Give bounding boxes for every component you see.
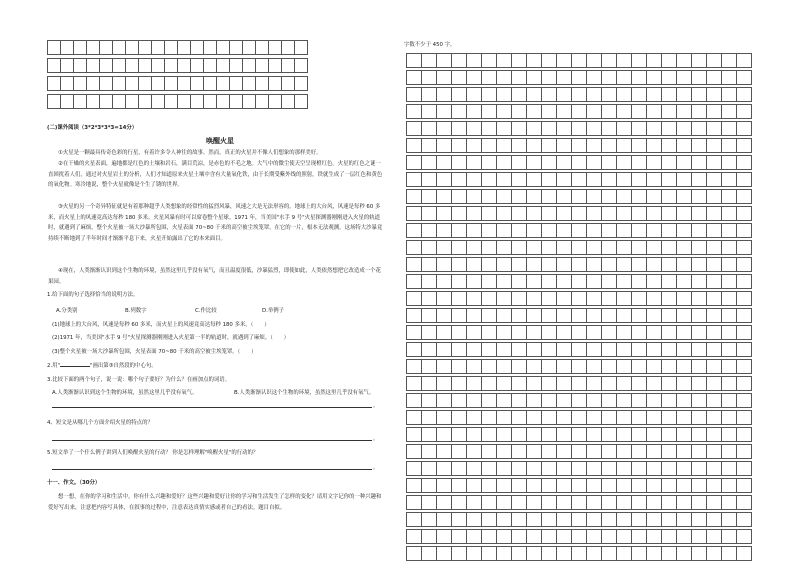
answer-line-5[interactable] bbox=[52, 469, 372, 470]
answer-line-3[interactable] bbox=[52, 407, 372, 408]
question-1-item-2: (2)1971 年，当美国"水手 9 号"火星探测器刚刚进入火星第一半的轨道时，就遇到了麻烦。（ ） bbox=[52, 335, 290, 341]
question-1-item-1: (1)地球上的大台风，风速是每秒 60 多米，而火星上的风速竟高达每秒 180 多米。（ ） bbox=[52, 322, 270, 328]
passage-title: 唤醒火星 bbox=[206, 137, 234, 145]
passage-paragraph-1: ①火星是一颗最具传奇色彩的行星，有着许多令人神往的故事。然而，真正的火星并不像人们想象的那样美好。 bbox=[58, 150, 322, 156]
question-3: 3.比较下面的两个句子，说一说：哪个句子要好？为什么？在画加点的词语。 bbox=[47, 377, 231, 383]
writing-prompt: 想一想，在你的学习和生活中，你有什么兴趣和爱好？这些兴趣和爱好让你的学习和生活发生了怎样的变化？请用文字记你的一种兴趣和爱好写出来，注意把内容写具体，在叙事的过程中，注意表达真情实感或者自己的看法。题目自拟。 bbox=[48, 494, 382, 511]
question-3-sentence-a: A.人类渐渐认识到这个生物的环境，虽然这里几乎没有氧气。 bbox=[52, 390, 198, 396]
question-1-item-3: (3)整个火星被一场大沙暴所包围，火星表面 70~80 千米的高空被尘埃笼罩。（ ） bbox=[52, 349, 257, 355]
passage-paragraph-2: ②在干燥的火星表面，遍地都是红色的土壤和岩石，满目荒凉，是赤色的不毛之地。大气中的微尘使天空呈现橙红色。火星的红色之谜一直困扰着人们，通过对火星岩土的分析，人们才知道原来火星土壤中含有大量氧化铁，由于长期受紫外线的照射，铁就生成了一层红色和黄色的氧化物。寒冷地说，整个火星就像是个生了锈的世界。 bbox=[48, 161, 383, 189]
question-2: 2.用" "画出第③自然段的中心句。 bbox=[47, 363, 157, 369]
passage-paragraph-3: ③火星的另一个奇异特征就是有着那种超乎人类想象的经常性的猛烈风暴，风速之大是无法形容的。地球上的大台风，风速是每秒 60 多米，而火星上的风速竟高达每秒 180 多米。火星风暴有时可以席卷整个星球。1971 年，当美国"水手 9 号"火星探测器刚刚进入火星的轨道时，就遇到了麻烦，整个火星被一场大沙暴所包围，火星表面 70~80 千米的高空被尘埃笼罩，在它的一片，根本无法观测。这场特大沙暴竟持续不断地到了半年时间才渐渐平息下来，火星开始露出了它的本来面目。 bbox=[48, 204, 383, 243]
option-b: B.列数字 bbox=[125, 308, 147, 314]
reading-heading: (二)课外阅读（3*2*3*3*3=14分） bbox=[47, 125, 138, 131]
word-count-note: 字数不少于 450 字。 bbox=[404, 42, 456, 48]
option-d: D.举例子 bbox=[262, 308, 285, 314]
question-3-sentence-b: B.人类渐渐认识这个生物的环境，虽然这里几乎没有氧气。 bbox=[234, 390, 375, 396]
question-5: 5.短文举了一个什么例子讲到人们唤醒火星的行动？ 你是怎样理解"唤醒火星"的行动的？ bbox=[47, 450, 259, 456]
answer-line-end-3: 。 bbox=[373, 403, 379, 409]
answer-line-end-4: 。 bbox=[373, 436, 379, 442]
question-1: 1.给下面的句子选择恰当的说明方法。 bbox=[47, 292, 139, 298]
writing-grid-top bbox=[47, 40, 308, 109]
answer-blank[interactable] bbox=[60, 366, 90, 367]
option-c: C.作比较 bbox=[195, 308, 217, 314]
writing-grid-right bbox=[406, 53, 752, 561]
option-a: A.分类别 bbox=[56, 308, 78, 314]
passage-paragraph-4: ④现在，人类渐渐认识到这个生物的环境，虽然这里几乎没有氧气，而且温度很低，沙暴猛烈，即使如此，人类依然想把它改造成一个花果园。 bbox=[48, 268, 381, 285]
writing-heading: 十一、作文。（30分） bbox=[47, 480, 101, 486]
question-4: 4、短文是从哪几个方面介绍火星的特点的？ bbox=[47, 420, 153, 426]
answer-line-end-5: 。 bbox=[373, 465, 379, 471]
answer-line-4[interactable] bbox=[52, 440, 372, 441]
